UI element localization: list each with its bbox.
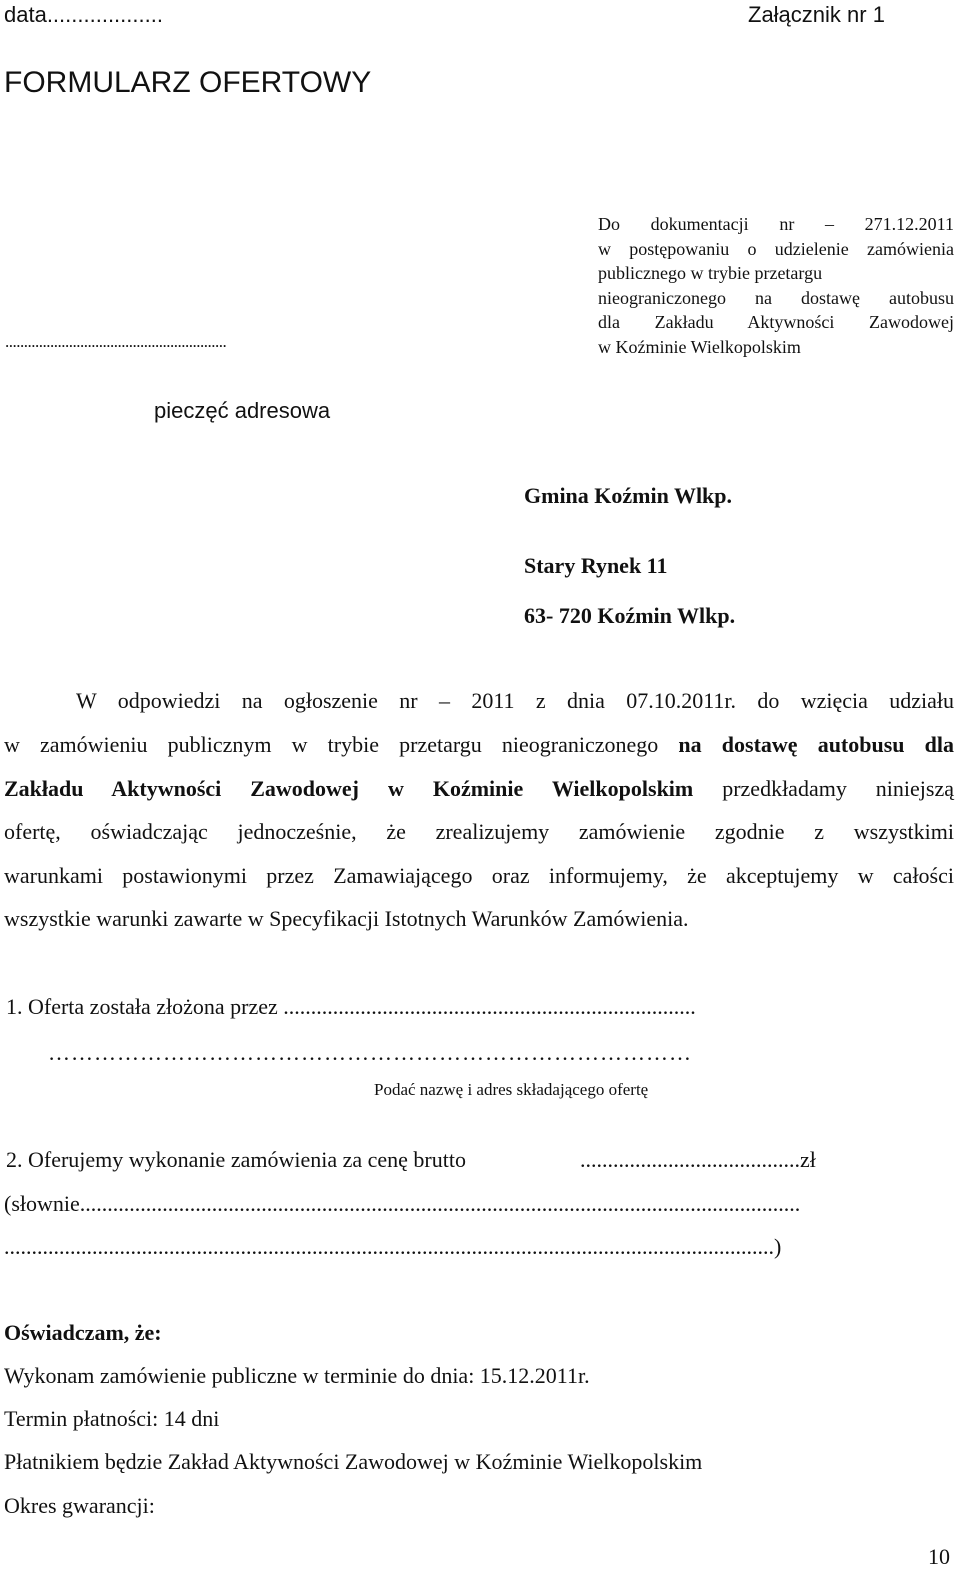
offer-submitted-by: 1. Oferta została złożona przez ...........................................................................	[6, 994, 696, 1019]
intro-text: w zamówieniu publicznym w trybie przetargu nieograniczonego	[4, 732, 679, 757]
attachment-label: Załącznik nr 1	[748, 2, 885, 27]
dotted-line: …………………………………………………………………………	[48, 1040, 692, 1065]
stamp-label: pieczęć adresowa	[154, 398, 331, 423]
date-field: data...................	[4, 2, 163, 27]
reference-line: w postępowaniu o udzielenie zamówienia	[598, 238, 954, 259]
intro-line: W odpowiedzi na ogłoszenie nr – 2011 z dnia 07.10.2011r. do wzięcia udziału	[76, 688, 954, 713]
declaration-heading: Oświadczam, że:	[4, 1320, 162, 1345]
addressee-name: Gmina Koźmin Wlkp.	[524, 483, 733, 508]
reference-line: dla Zakładu Aktywności Zawodowej	[598, 312, 954, 332]
intro-bold-text: Zakładu Aktywności Zawodowej w Koźminie Wielkopolskim	[4, 776, 694, 801]
intro-line	[4, 732, 954, 776]
completion-deadline: Wykonam zamówienie publiczne w terminie do dnia: 15.12.2011r.	[4, 1363, 590, 1388]
price-in-words-end: ............................................................................................................................................)	[4, 1234, 782, 1259]
intro-line	[4, 776, 954, 819]
reference-line: w Koźminie Wielkopolskim	[598, 336, 801, 357]
payer: Płatnikiem będzie Zakład Aktywności Zawodowej w Koźminie Wielkopolskim	[4, 1449, 703, 1474]
addressee-city: 63- 720 Koźmin Wlkp.	[524, 603, 736, 628]
intro-line: warunkami postawionymi przez Zamawiającego oraz informujemy, że akceptujemy w całości	[4, 863, 954, 888]
intro-line: ofertę, oświadczając jednocześnie, że zrealizujemy zamówienie zgodnie z wszystkimi	[4, 819, 954, 844]
intro-line: wszystkie warunki zawarte w Specyfikacji Istotnych Warunków Zamówienia.	[4, 906, 689, 931]
payment-term: Termin płatności: 14 dni	[4, 1406, 220, 1431]
gross-price-label: 2. Oferujemy wykonanie zamówienia za cenę brutto	[6, 1147, 466, 1172]
stamp-dots: ...........................................................	[5, 332, 227, 351]
addressee-street: Stary Rynek 11	[524, 553, 668, 578]
intro-bold-text: na dostawę autobusu dla	[678, 732, 954, 757]
intro-paragraph	[4, 688, 954, 950]
warranty-period: Okres gwarancji:	[4, 1493, 155, 1518]
submitter-caption: Podać nazwę i adres składającego ofertę	[374, 1080, 649, 1099]
reference-block	[598, 212, 954, 359]
reference-line: nieograniczonego na dostawę autobusu	[598, 287, 954, 308]
reference-line: Do dokumentacji nr – 271.12.2011	[598, 214, 954, 234]
page-number: 10	[928, 1544, 950, 1569]
price-in-words-field: (słownie...................................................................................................................................	[4, 1191, 801, 1216]
price-in-words-continuation	[4, 1234, 952, 1260]
form-title: FORMULARZ OFERTOWY	[4, 66, 372, 99]
reference-line: publicznego w trybie przetargu	[598, 263, 823, 283]
gross-price-field: ........................................zł	[580, 1147, 816, 1172]
intro-text: przedkładamy niniejszą	[693, 776, 954, 801]
